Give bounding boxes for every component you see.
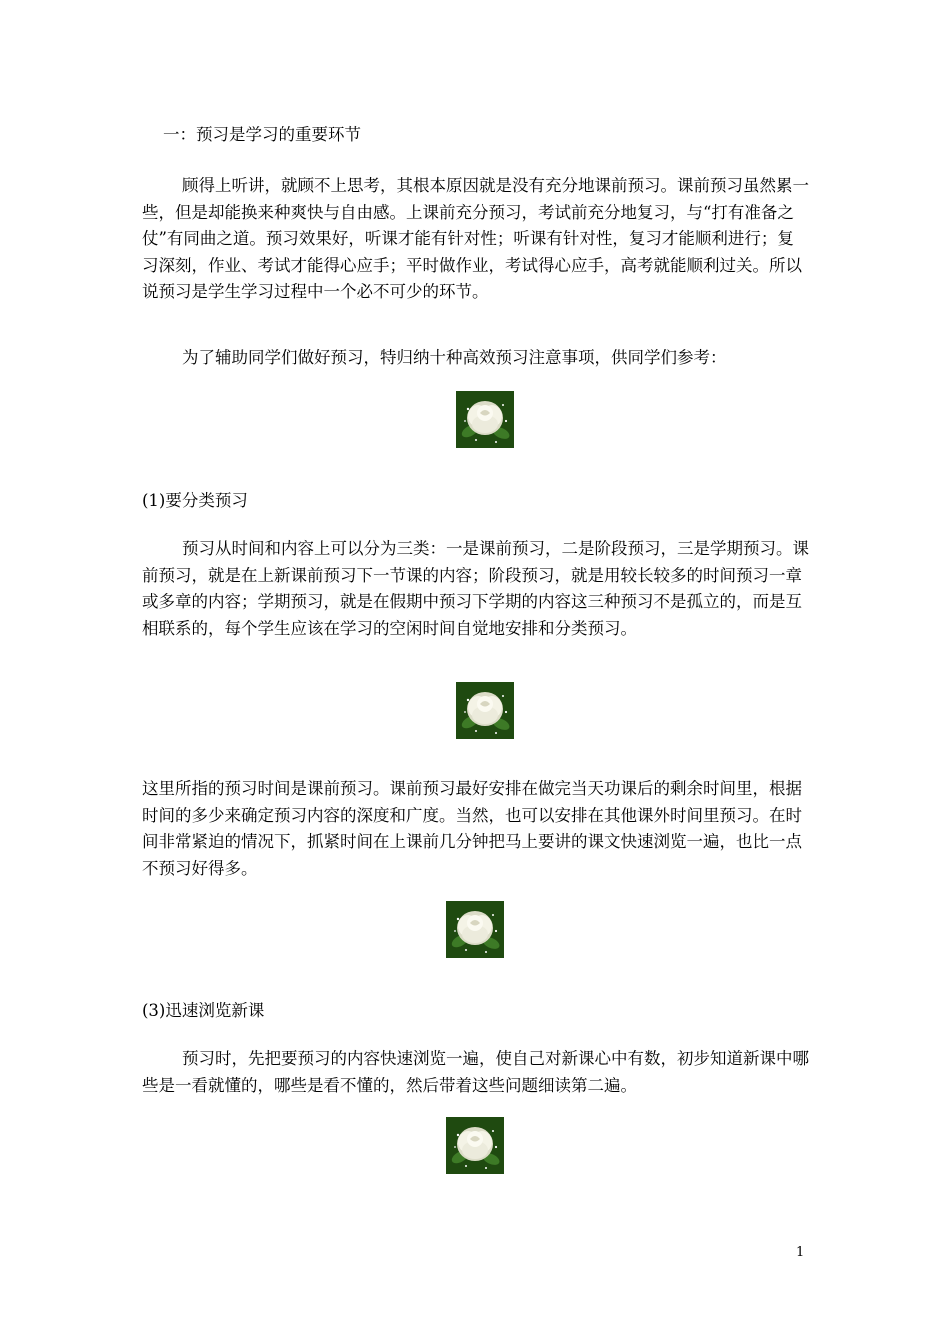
white-rose-icon [446, 901, 504, 958]
section-heading-1: 一：预习是学习的重要环节 [163, 125, 361, 144]
white-rose-icon [456, 391, 514, 448]
paragraph-4: 这里所指的预习时间是课前预习。课前预习最好安排在做完当天功课后的剩余时间里，根据时间的多少来确定预习内容的深度和广度。当然，也可以安排在其他课外时间里预习。在时间非常紧迫的情况下，抓紧时间在上课前几分钟把马上要讲的课文快速浏览一遍，也比一点不预习好得多。 [142, 779, 802, 878]
section-heading-2: (1)要分类预习 [142, 491, 248, 510]
paragraph-1: 顾得上听讲，就顾不上思考，其根本原因就是没有充分地课前预习。课前预习虽然累一些，但是却能换来种爽快与自由感。上课前充分预习，考试前充分地复习，与“打有准备之仗”有同曲之道。预习效果好，听课才能有针对性；听课有针对性，复习才能顺利进行；复习深刻，作业、考试才能得心应手；平时做作业，考试得心应手，高考就能顺利过关。所以说预习是学生学习过程中一个必不可少的环节。 [142, 176, 809, 301]
paragraph-5: 预习时，先把要预习的内容快速浏览一遍，使自己对新课心中有数，初步知道新课中哪些是一看就懂的，哪些是看不懂的，然后带着这些问题细读第二遍。 [142, 1049, 809, 1095]
page-number: 1 [796, 1245, 805, 1260]
white-rose-icon [456, 682, 514, 739]
section-heading-3: (3)迅速浏览新课 [142, 1001, 265, 1020]
rose-image-1 [456, 391, 514, 448]
paragraph-2: 为了辅助同学们做好预习，特归纳十种高效预习注意事项，供同学们参考： [182, 348, 727, 367]
rose-image-4 [446, 1117, 504, 1174]
white-rose-icon [446, 1117, 504, 1174]
paragraph-3: 预习从时间和内容上可以分为三类：一是课前预习，二是阶段预习，三是学期预习。课前预习，就是在上新课前预习下一节课的内容；阶段预习，就是用较长较多的时间预习一章或多章的内容；学期预习，就是在假期中预习下学期的内容这三种预习不是孤立的，而是互相联系的，每个学生应该在学习的空闲时间自觉地安排和分类预习。 [142, 539, 809, 638]
rose-image-3 [446, 901, 504, 958]
rose-image-2 [456, 682, 514, 739]
